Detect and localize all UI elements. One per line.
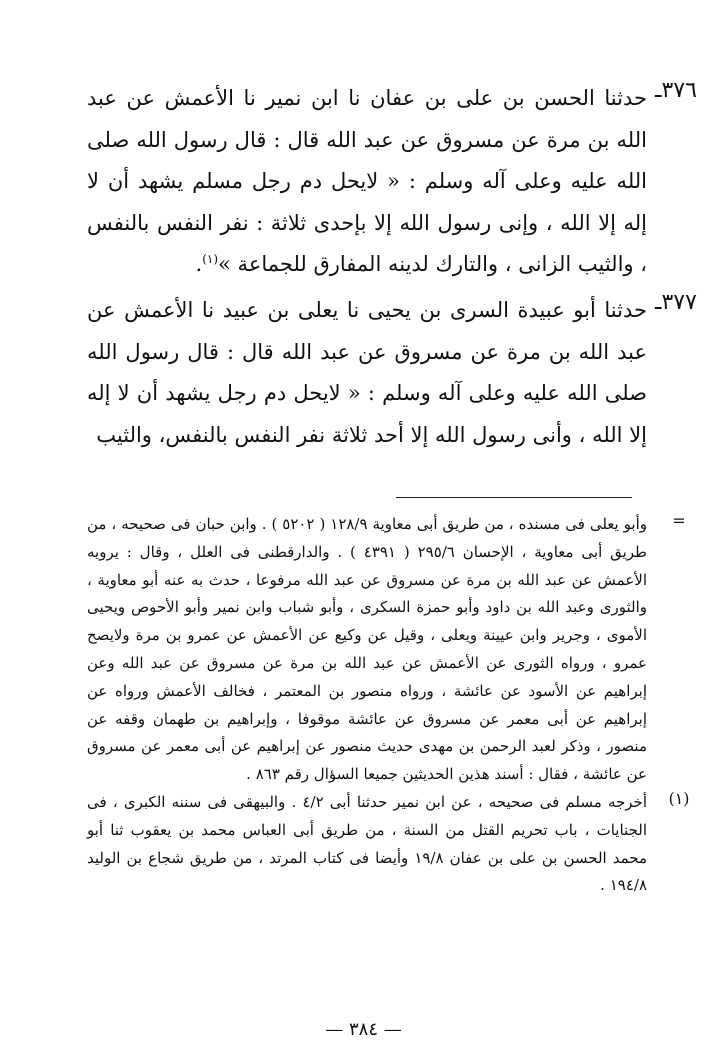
- hadith-text: حدثنا أبو عبيدة السرى بن يحيى نا يعلى بن عبيد نا الأعمش عن عبد الله بن مرة عن مسروق عن عبد الله قال : قال رسول الله صلى الله عليه وعلى آله وسلم : « لايحل دم رجل يشهد أن لا إله إلا الله ، وأنى رسول الله إلا أحد ثلاثة نفر النفس بالنفس، والثيب: [87, 298, 647, 447]
- footnote-divider: [396, 497, 632, 498]
- page-number: — ٣٨٤ —: [325, 1019, 402, 1040]
- footnote-reference: (١): [202, 252, 219, 266]
- footnote-marker: =: [672, 511, 686, 530]
- footnote-1: [87, 788, 690, 900]
- hadith-body: حدثنا الحسن بن على بن عفان نا ابن نمير نا الأعمش عن عبد الله بن مرة عن مسروق عن عبد الله قال : قال رسول الله صلى الله عليه وعلى آله وسلم : « لايحل دم رجل مسلم يشهد أن لا إله إلا الله ، وإنى رسول الله إلا بإحدى ثلاثة : نفر النفس بالنفس ، والثيب الزانى ، والتارك لدينه المفارق للجماعة »: [87, 86, 647, 276]
- hadith-377: [87, 290, 697, 456]
- hadith-number: ٣٧٦ـ: [655, 78, 697, 103]
- hadith-376: [87, 78, 697, 286]
- footnote-text: وأبو يعلى فى مسنده ، من طريق أبى معاوية ١٢٨/٩ ( ٥٢٠٢ ) . وابن حبان فى صحيحه ، من طريق أبى معاوية ، الإحسان ٢٩٥/٦ ( ٤٣٩١ ) . والدارقطنى فى العلل ، وقال : يرويه الأعمش عن عبد الله بن مرة عن مسروق عن عبد الله مرفوعا ، حدث به عنه أبو معاوية ، والثورى وعبد الله بن داود وأبو حمزة السكرى ، وأبو شباب وابن نمير وأبو الأحوص ويحيى الأموى ، وجرير وابن عيينة ويعلى ، وقيل عن وكيع عن الأعمش عن عمرو بن مرة ولايصح عمرو ، ورواه الثورى عن الأعمش عن عبد الله بن مرة عن مسروق عن عبد الله وعن إبراهيم عن الأسود عن عائشة ، ورواه منصور بن المعتمر ، فخالف الأعمش ورواه عن إبراهيم عن أبى معمر عن مسروق عن عائشة موقوفا ، وإبراهيم بن طهمان وقفه عن منصور ، وذكر لعبد الرحمن بن مهدى حديث منصور عن إبراهيم عن أبى معمر عن مسروق عن عائشة ، فقال : أسند هذين الحديثين جميعا السؤال رقم ٨٦٣ .: [87, 515, 648, 784]
- hadith-text: [87, 78, 647, 286]
- footnotes-section: [87, 511, 690, 900]
- footnote-text: أخرجه مسلم فى صحيحه ، عن ابن نمير حدثنا أبى ٤/٢ . والبيهقى فى سننه الكبرى ، فى الجنايات ، باب تحريم القتل من السنة ، من طريق أبى العباس محمد بن يعقوب ثنا أبو محمد الحسن بن على بن عفان ١٩/٨ وأيضا فى كتاب المرتد ، من طريق شجاع بن الوليد ١٩٤/٨ .: [87, 792, 647, 895]
- footnote-marker: (١): [668, 788, 690, 808]
- hadith-number: ٣٧٧ـ: [655, 290, 697, 315]
- footnote-continued: [87, 511, 686, 789]
- hadith-tail: .: [195, 252, 203, 276]
